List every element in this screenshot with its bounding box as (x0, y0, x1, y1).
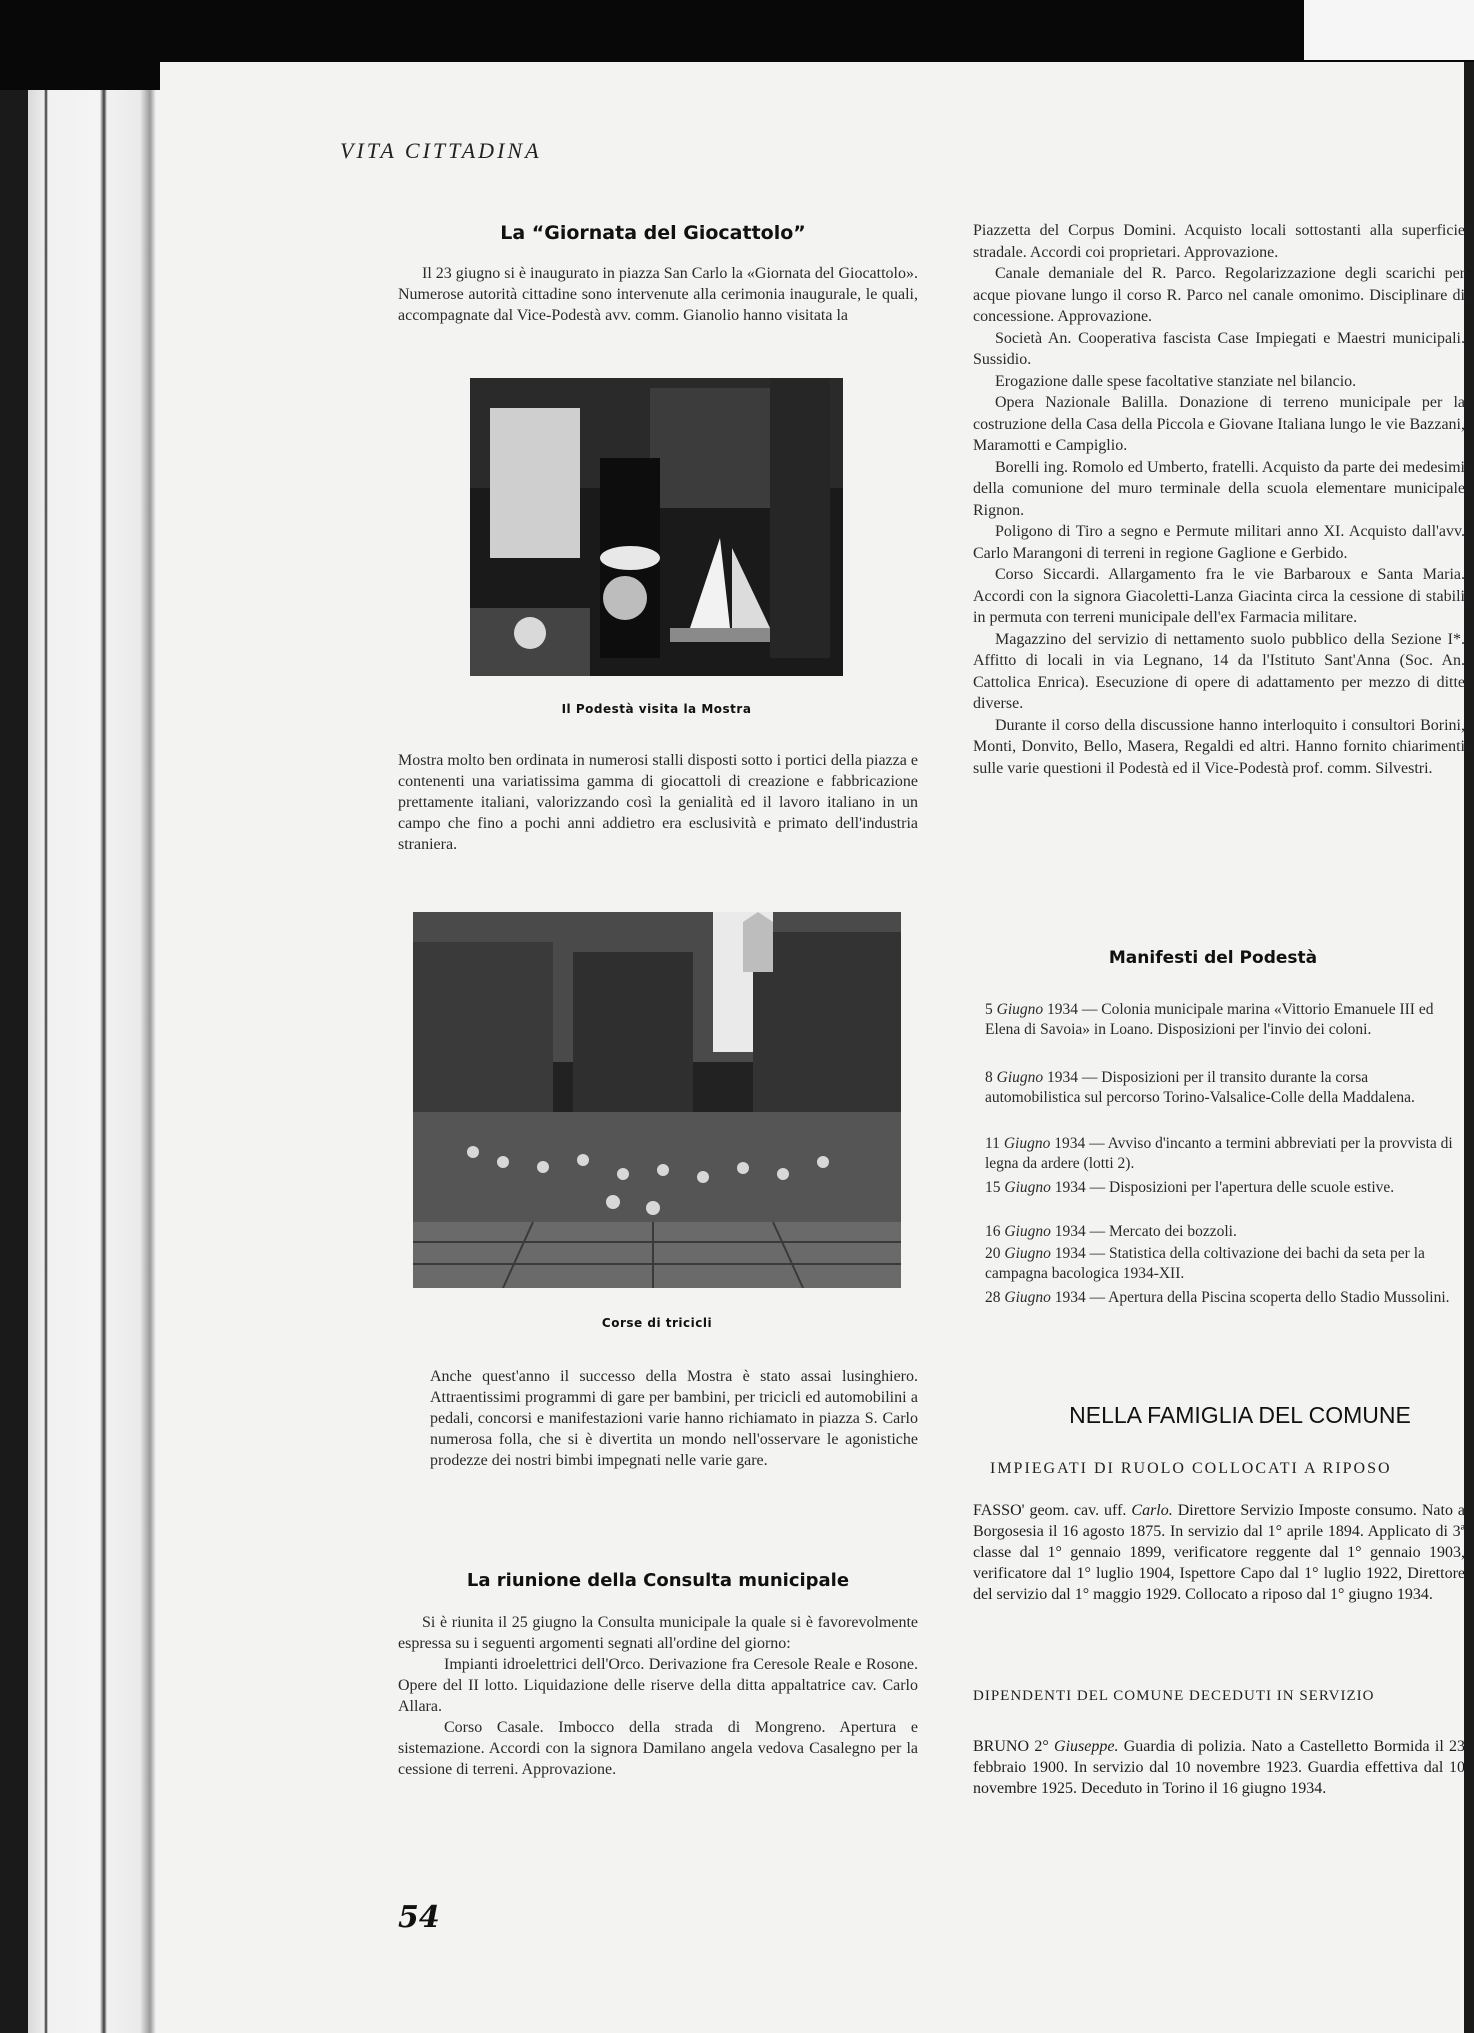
photo-street-race-image (413, 912, 901, 1288)
consulta-continued (973, 220, 1465, 779)
photo1-caption: Il Podestà visita la Mostra (561, 702, 752, 716)
entry-surname: BRUNO (973, 1738, 1030, 1755)
manifesto-text: — Disposizioni per il transito durante la corsa automobilistica sul percorso Torino-Valsalice-Colle della Maddalena. (985, 1069, 1415, 1106)
page-edge-stack (0, 90, 160, 2033)
entry-name: Carlo. (1131, 1502, 1173, 1519)
manifesto-year: 1934 (1054, 1245, 1086, 1262)
manifesto-day: 5 (985, 1001, 993, 1018)
manifesto-text: — Colonia municipale marina «Vittorio Emanuele III ed Elena di Savoia» in Loano. Disposizioni per l'invio dei coloni. (985, 1001, 1434, 1038)
manifesto-item (985, 1244, 1465, 1284)
entry-text: Direttore Servizio Imposte consumo. Nato a Borgosesia il 16 agosto 1875. In servizio dal 1° aprile 1894. Applicato di 3ª classe dal 1° gennaio 1899, verificatore reggente dal 1° gennaio 1903, verificatore dal 1° luglio 1904, Ispettore Capo dal 1° luglio 1922, Direttore del servizio dal 1° maggio 1929. Collocato a riposo dal 1° giugno 1934. (973, 1502, 1466, 1603)
photo-toy-boat-image (470, 378, 843, 676)
manifesto-day: 15 (985, 1179, 1001, 1196)
manifesto-month: Giugno (1003, 1135, 1051, 1152)
manifesto-month: Giugno (1004, 1245, 1051, 1262)
consulta-item: Magazzino del servizio di nettamento suolo pubblico della Sezione I*. Affitto di locali in via Legnano, 14 da l'Istituto Sant'Anna (Soc. An. Cattolica Enrica). Esecuzione di opere di adattamento per mezzo di ditte diverse. (973, 630, 1465, 712)
manifesto-day: 11 (985, 1135, 1000, 1152)
giornata-paragraph-1: Il 23 giugno si è inaugurato in piazza San Carlo la «Giornata del Giocattolo». Numerose autorità cittadine sono intervenute alla cerimonia inaugurale, le quali, accompagnate dal Vice-Podestà avv. comm. Gianolio hanno visitata la (398, 265, 918, 324)
giornata-paragraph-2: Mostra molto ben ordinata in numerosi stalli disposti sotto i portici della piazza e contenenti una variatissima gamma di giocattoli di creazione e fabbricazione prettamente italiani, valorizzando così la genialità ed il lavoro italiano in un campo che fino a pochi anni addietro era esclusività e primato dell'industria straniera. (398, 752, 918, 853)
manifesto-month: Giugno (996, 1069, 1044, 1086)
consulta-item: Corso Siccardi. Allargamento fra le vie Barbaroux e Santa Maria. Accordi con la signora Giacoletti-Lanza Giacinta circa la cessione di stabili in permuta con terreni municipale dell'ex Farmacia militare. (973, 566, 1465, 626)
subhead-collocati-riposo: IMPIEGATI DI RUOLO COLLOCATI A RIPOSO (990, 1460, 1392, 1477)
consulta-intro: Si è riunita il 25 giugno la Consulta municipale la quale si è favorevolmente espressa su i seguenti argomenti segnati all'ordine del giorno: (398, 1614, 918, 1652)
manifesto-item (985, 1178, 1465, 1198)
giornata-intro (398, 263, 918, 326)
running-head: VITA CITTADINA (340, 138, 542, 163)
manifesto-year: 1934 (1047, 1069, 1078, 1086)
photo-corse-tricicli (413, 912, 901, 1288)
consulta-item: Corso Casale. Imbocco della strada di Mongreno. Apertura e sistemazione. Accordi con la signora Damilano angela vedova Casalegno per la cessione di terreni. Approvazione. (398, 1719, 918, 1778)
manifesto-item (985, 1134, 1465, 1174)
manifesto-day: 16 (985, 1223, 1001, 1240)
manifesto-year: 1934 (1054, 1289, 1086, 1306)
manifesto-day: 20 (985, 1245, 1001, 1262)
manifesto-day: 28 (985, 1289, 1001, 1306)
entry-title: 2° (1034, 1738, 1049, 1755)
giornata-body (398, 750, 918, 855)
entry-text: Guardia di polizia. Nato a Castelletto Bormida il 23 febbraio 1900. In servizio dal 10 novembre 1923. Guardia effettiva dal 10 novembre 1925. Deceduto in Torino il 16 giugno 1934. (973, 1738, 1466, 1797)
consulta-item: Piazzetta del Corpus Domini. Acquisto locali sottostanti alla superficie stradale. Accordi coi proprietari. Approvazione. (973, 222, 1465, 261)
entry-title: geom. cav. uff. (1029, 1502, 1127, 1519)
manifesto-item (985, 1288, 1465, 1308)
manifesto-item (985, 1000, 1465, 1040)
giornata-title: La “Giornata del Giocattolo” (500, 222, 806, 244)
entry-surname: FASSO' (973, 1502, 1025, 1519)
photo2-caption: Corse di tricicli (601, 1316, 713, 1330)
manifesto-text: — Apertura della Piscina scoperta dello Stadio Mussolini. (1089, 1289, 1450, 1306)
consulta-item: Poligono di Tiro a segno e Permute militari anno XI. Acquisto dall'avv. Carlo Marangoni di terreni in regione Gaglione e Gerbido. (973, 523, 1465, 562)
manifesto-month: Giugno (1004, 1223, 1051, 1240)
manifesto-month: Giugno (996, 1001, 1044, 1018)
photo-podesta-mostra (470, 378, 843, 676)
consulta-item: Borelli ing. Romolo ed Umberto, fratelli. Acquisto da parte dei medesimi della comunione del muro terminale della scuola elementare municipale Rignon. (973, 458, 1465, 519)
manifesto-year: 1934 (1054, 1223, 1086, 1240)
giornata-closing (430, 1366, 918, 1471)
manifesto-text: — Avviso d'incanto a termini abbreviati per la provvista di legna da ardere (lotti 2). (985, 1135, 1453, 1172)
manifesto-item (985, 1068, 1465, 1108)
manifesto-month: Giugno (1004, 1289, 1051, 1306)
manifesto-text: — Statistica della coltivazione dei bachi da seta per la campagna bacologica 1934-XII. (985, 1245, 1425, 1282)
famiglia-title: NELLA FAMIGLIA DEL COMUNE (1069, 1402, 1411, 1428)
manifesto-day: 8 (985, 1069, 993, 1086)
entry-bruno (973, 1736, 1465, 1799)
scan-right-border (1464, 62, 1474, 2033)
consulta-item: Durante il corso della discussione hanno interloquito i consultori Borini, Monti, Donvito, Bello, Masera, Regaldi ed altri. Hanno fornito chiarimenti sulle varie questioni il Podestà ed il Vice-Podestà prof. comm. Silvestri. (973, 716, 1465, 777)
page-number: 54 (398, 1900, 440, 1935)
manifesto-item (985, 1222, 1465, 1242)
manifesto-year: 1934 (1047, 1001, 1078, 1018)
consulta-left-text (398, 1612, 918, 1780)
giornata-paragraph-3: Anche quest'anno il successo della Mostra è stato assai lusinghiero. Attraentissimi programmi di gare per bambini, per tricicli ed automobilini a pedali, concorsi e manifestazioni varie hanno richiamato in piazza S. Carlo numerosa folla, che si è divertita un mondo nell'osservare le agonistiche prodezze dei nostri bimbi impegnati nelle varie gare. (430, 1368, 918, 1469)
scan-corner (1304, 0, 1474, 60)
consulta-item: Opera Nazionale Balilla. Donazione di terreno municipale per la costruzione della Casa della Piccola e Giovane Italiana lungo le vie Bazzani, Maramotti e Campiglio. (973, 394, 1465, 454)
consulta-item: Canale demaniale del R. Parco. Regolarizzazione degli scarichi per acque piovane lungo il corso R. Parco nel canale omonimo. Disciplinare di concessione. Approvazione. (973, 265, 1465, 325)
consulta-item: Erogazione dalle spese facoltative stanziate nel bilancio. (995, 372, 1357, 390)
entry-name: Giuseppe. (1054, 1738, 1119, 1755)
manifesti-title: Manifesti del Podestà (1108, 948, 1318, 968)
manifesto-text: — Disposizioni per l'apertura delle scuole estive. (1089, 1179, 1395, 1196)
entry-fasso (973, 1500, 1465, 1605)
manifesto-year: 1934 (1054, 1135, 1086, 1152)
consulta-item: Società An. Cooperativa fascista Case Impiegati e Maestri municipali. Sussidio. (973, 329, 1465, 368)
manifesto-month: Giugno (1004, 1179, 1051, 1196)
consulta-item: Impianti idroelettrici dell'Orco. Derivazione fra Ceresole Reale e Rosone. Opere del II lotto. Liquidazione delle riserve della ditta appaltatrice cav. Carlo Allara. (398, 1656, 918, 1715)
subhead-deceduti: DIPENDENTI DEL COMUNE DECEDUTI IN SERVIZIO (973, 1688, 1375, 1704)
manifesto-year: 1934 (1054, 1179, 1086, 1196)
consulta-title: La riunione della Consulta municipale (466, 1570, 850, 1591)
manifesto-text: — Mercato dei bozzoli. (1089, 1223, 1237, 1240)
